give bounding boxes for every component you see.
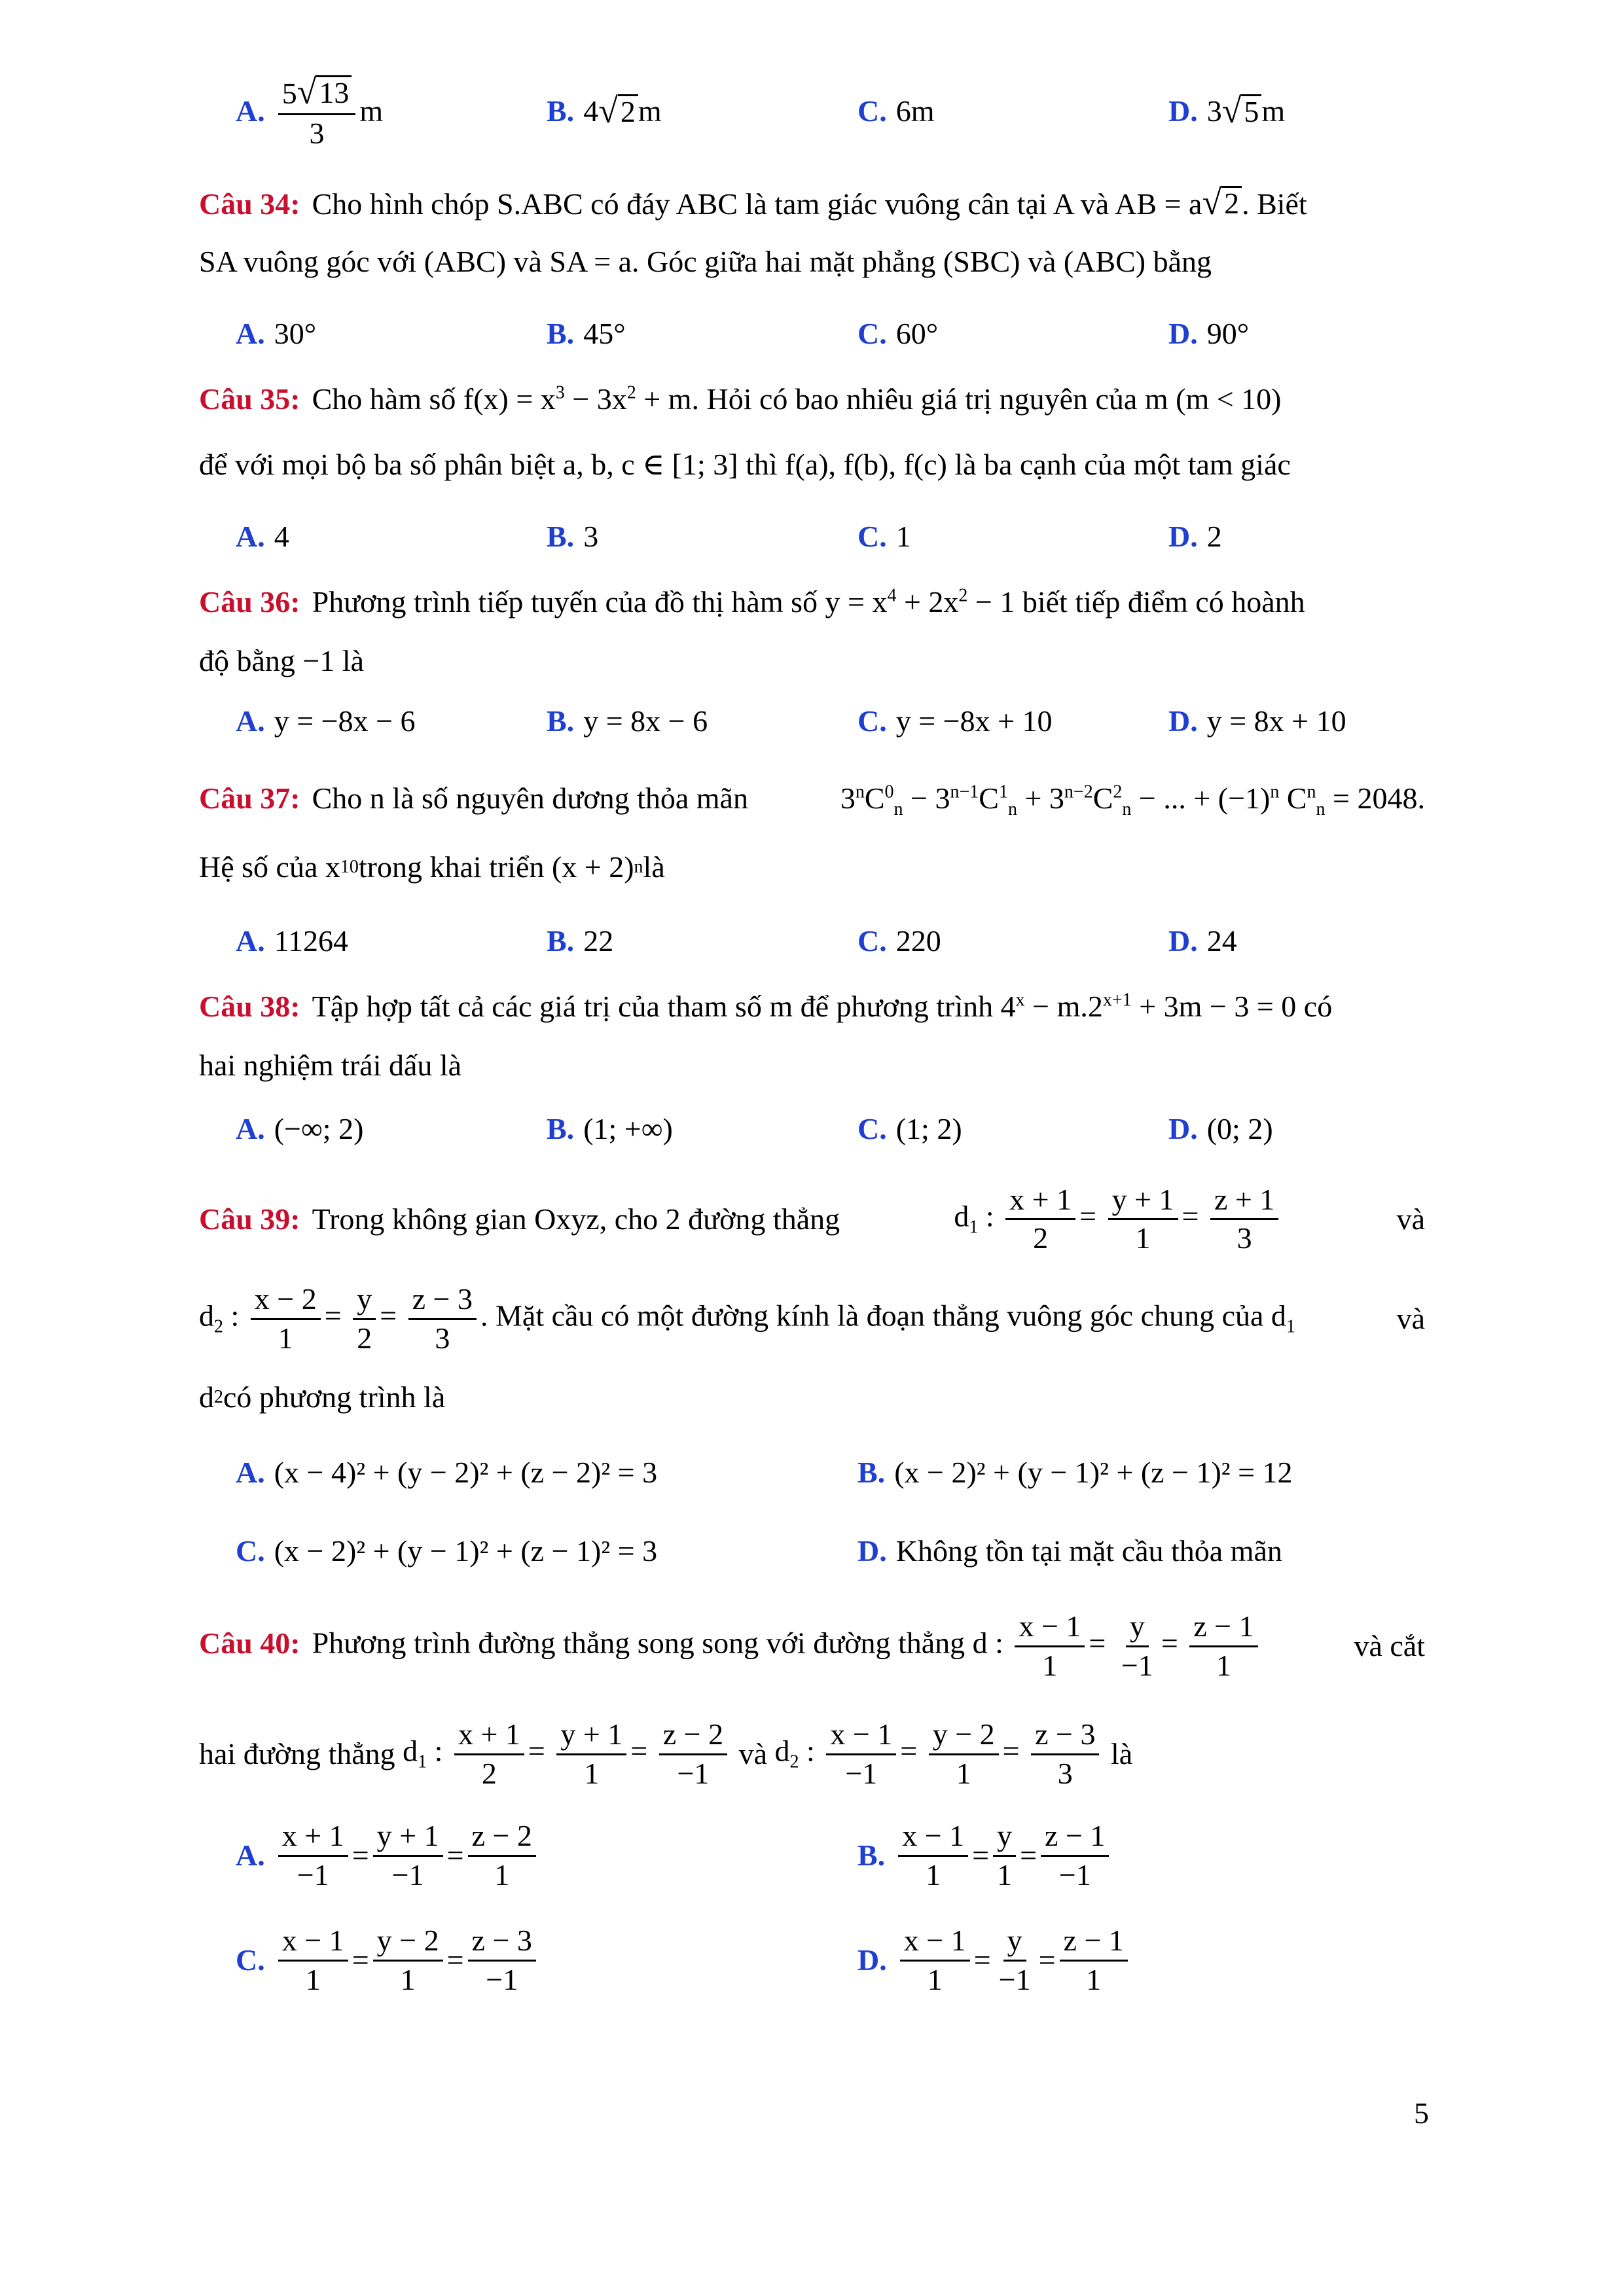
q34-option-b: B. 45° [547,317,626,351]
q38-options [236,1100,1479,1158]
question-37: Câu 37: Cho n là số nguyên dương thỏa mãn $3^nC^0_n - 3^{n-1}C^1_n + 3^{n-2}C^2_n$ − ... + $(-1)^n$ $C^n_n = 2048$. Hệ số của x 10 trong khai triển (x + 2) n là [199,766,1425,903]
q39-option-c: C. (x − 2)² + (y − 1)² + (z − 1)² = 3 [236,1534,658,1568]
q36-options [236,695,1479,747]
question-34: Câu 34: Cho hình chóp S.ABC có đáy ABC là tam giác vuông cân tại A và AB = a √ 2 . Biết SA vuông góc với (ABC) và SA = a. Góc giữa hai mặt phẳng (SBC) và (ABC) bằng [199,173,1425,291]
line-d2-equation: $d_2$ : $\frac{x - 2}{1}$ = $\frac{y}{2}$ = $\frac{z - 3}{3}$ . Mặt cầu có một đường kính là đoạn thẳng vuông góc chung của $d_1$ [199,1282,1295,1355]
line-d-equation: $\frac{x - 1}{1}$ = $\frac{y}{-1}$ = $\frac{z - 1}{1}$ [1011,1626,1261,1660]
q33-option-a: A. 5 √ 13 3 m [236,72,384,150]
line-d1-equation: $d_1$ : $\frac{x + 1}{2}$ = $\frac{y + 1}{1}$ = $\frac{z - 2}{-1}$ [403,1719,731,1789]
question-label: Câu 39: [199,1202,300,1236]
q33-option-b: B. 4 √ 2 m [547,65,662,157]
q35-option-c: C. 1 [857,520,911,554]
q34-option-c: C. 60° [857,317,939,351]
q34-options [236,308,1479,360]
q34-option-d: D. 90° [1168,317,1250,351]
q40-options [236,1806,1479,2022]
q38-option-a: A. (−∞; 2) [236,1112,364,1146]
q38-option-b: B. (1; +∞) [547,1112,673,1146]
q38-option-d: D. (0; 2) [1168,1112,1273,1146]
line-d1-equation: $d_1$ : $\frac{x + 1}{2}$ = $\frac{y + 1}{1}$ = $\frac{z + 1}{3}$ [954,1184,1282,1255]
q36-option-d: D. y = 8x + 10 [1168,704,1346,738]
q39-option-a: A. (x − 4)² + (y − 2)² + (z − 2)² = 3 [236,1456,658,1490]
question-39: Câu 39: Trong không gian Oxyz, cho 2 đường thẳng $d_1$ : $\frac{x + 1}{2}$ = $\frac{y + 1}{1}$ = $\frac{z + 1}{3}$ và $d_2$ : $\frac{x - 2}{1}$ = $\frac{y}{2}$ = $\frac{z - 3}{3}$ . Mặt cầu có một đường kính là đoạn thẳng vuông góc chung của $d_1$ và d 2 có phương trình là [199,1182,1425,1414]
q35-option-b: B. 3 [547,520,599,554]
q36-option-a: A. y = −8x − 6 [236,704,416,738]
q40-option-a: A. $\frac{x + 1}{-1}$ = $\frac{y + 1}{-1}$ = $\frac{z - 2}{1}$ [236,1806,540,1905]
q33-option-c: C. 6m [857,65,935,157]
question-text: hai nghiệm trái dấu là [199,1049,462,1083]
question-35: Câu 35: Cho hàm số $f(x) = x^3 - 3x^2 + m$. Hỏi có bao nhiêu giá trị nguyên của m (m < 10) để với mọi bộ ba số phân biệt a, b, c ∈ [1; 3] thì f(a), f(b), f(c) là ba cạnh của một tam giác [199,370,1425,501]
option-letter: A. [236,94,265,128]
question-38: Câu 38: Tập hợp tất cả các giá trị của tham số m để phương trình $4^x - m.2^{x+1} + 3m - 3 = 0$ có hai nghiệm trái dấu là [199,977,1425,1095]
radical: √ 2 [1202,181,1242,225]
question-label: Câu 40: [199,1626,300,1660]
q37-options [236,915,1479,967]
question-label: Câu 36: [199,585,300,619]
question-label: Câu 38: [199,990,300,1024]
question-text: để với mọi bộ ba số phân biệt a, b, c ∈ [1; 3] thì f(a), f(b), f(c) là ba cạnh của một tam giác [199,448,1291,482]
q40-option-d: D. $\frac{x - 1}{1}$ = $\frac{y}{-1}$ = $\frac{z - 1}{1}$ [857,1911,1132,2009]
q39-option-d: D. Không tồn tại mặt cầu thỏa mãn [857,1534,1282,1568]
q34-option-a: A. 30° [236,317,317,351]
question-label: Câu 34: [199,187,300,221]
option-letter: C. [857,94,887,128]
binomial-sum: $3^nC^0_n - 3^{n-1}C^1_n + 3^{n-2}C^2_n$ − ... + $(-1)^n$ $C^n_n = 2048$. [840,781,1425,820]
question-40: Câu 40: Phương trình đường thẳng song song với đường thẳng d : $\frac{x - 1}{1}$ = $\frac{y}{-1}$ = $\frac{z - 1}{1}$ và cắt hai đường thẳng $d_1$ : $\frac{x + 1}{2}$ = $\frac{y + 1}{1}$ = $\frac{z - 2}{-1}$ và $d_2$ : $\frac{x - 1}{-1}$ = $\frac{y - 2}{1}$ = $\frac{z - 3}{3}$ là [199,1609,1425,1790]
q40-option-b: B. $\frac{x - 1}{1}$ = $\frac{y}{1}$ = $\frac{z - 1}{-1}$ [857,1806,1113,1905]
q38-option-c: C. (1; 2) [857,1112,962,1146]
fraction: 5 √ 13 3 [278,73,356,149]
q37-option-b: B. 22 [547,924,614,958]
q35-options [236,511,1479,563]
page-number: 5 [1414,2096,1429,2130]
q37-option-c: C. 220 [857,924,941,958]
line-d2-equation: $d_2$ : $\frac{x - 1}{-1}$ = $\frac{y - 2}{1}$ = $\frac{z - 3}{3}$ [775,1719,1104,1789]
question-text: SA vuông góc với (ABC) và SA = a. Góc giữa hai mặt phẳng (SBC) và (ABC) bằng [199,245,1212,279]
q33-option-d: D. 3 √ 5 m [1168,65,1285,157]
question-text: độ bằng −1 là [199,644,365,678]
radical: √ 5 [1222,89,1262,134]
radical: √ 13 [297,73,352,111]
option-letter: B. [547,94,575,128]
question-36: Câu 36: Phương trình tiếp tuyến của đồ thị hàm số $y = x^4 + 2x^2 - 1$ biết tiếp điểm có hoành độ bằng −1 là [199,573,1425,691]
q39-options [236,1440,1479,1584]
q33-options [236,65,1479,157]
q35-option-a: A. 4 [236,520,289,554]
q40-option-c: C. $\frac{x - 1}{1}$ = $\frac{y - 2}{1}$ = $\frac{z - 3}{-1}$ [236,1911,540,2009]
question-label: Câu 37: [199,781,300,816]
question-label: Câu 35: [199,382,300,416]
radical: √ 2 [598,89,638,134]
q36-option-c: C. y = −8x + 10 [857,704,1053,738]
q37-option-d: D. 24 [1168,924,1237,958]
q35-option-d: D. 2 [1168,520,1222,554]
q37-option-a: A. 11264 [236,924,349,958]
q36-option-b: B. y = 8x − 6 [547,704,708,738]
q39-option-b: B. (x − 2)² + (y − 1)² + (z − 1)² = 12 [857,1456,1293,1490]
option-letter: D. [1168,94,1198,128]
